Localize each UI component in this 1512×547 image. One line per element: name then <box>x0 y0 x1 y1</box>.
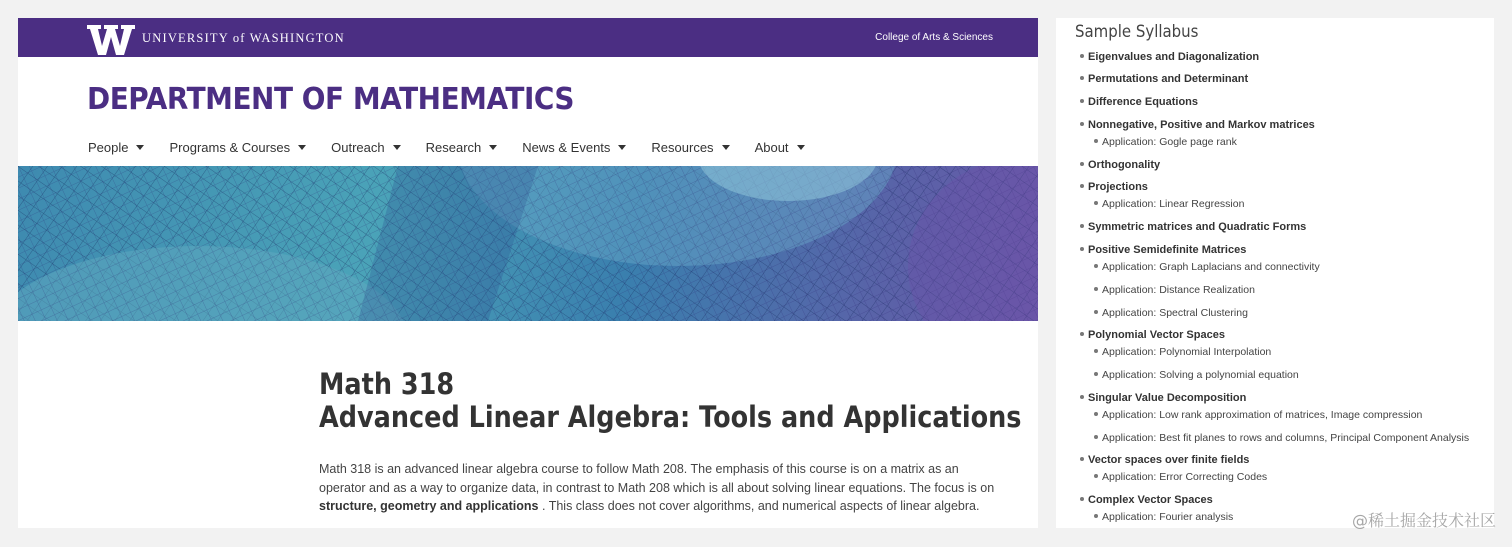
application-label: Application: Graph Laplacians and connectivity <box>1102 261 1320 273</box>
syllabus-application <box>1094 307 1248 319</box>
topic-label: Vector spaces over finite fields <box>1088 454 1250 466</box>
syllabus-application <box>1094 346 1271 358</box>
course-title: Advanced Linear Algebra: Tools and Applications <box>319 400 1022 434</box>
bullet-icon <box>1080 99 1084 103</box>
nav-label: Research <box>425 140 482 155</box>
syllabus-topic <box>1080 73 1248 85</box>
description-text-1: Math 318 is an advanced linear algebra course to follow Math 208. The emphasis of this course is on a matrix as an operator and as a way to organize data, in contrast to Math 208 which is all about solving linear equations. The focus is on <box>319 462 995 495</box>
course-heading <box>319 368 1021 434</box>
bullet-icon <box>1094 412 1098 416</box>
description-bold-text: structure, geometry and applications <box>319 499 539 513</box>
bullet-icon <box>1094 201 1098 205</box>
nav-label: About <box>754 140 789 155</box>
topic-label: Difference Equations <box>1088 96 1199 108</box>
application-label: Application: Gogle page rank <box>1102 136 1237 148</box>
syllabus-application <box>1094 284 1255 296</box>
hero-banner-image <box>18 166 1038 321</box>
nav-label: Programs & Courses <box>169 140 291 155</box>
department-page <box>18 18 1038 528</box>
department-title[interactable]: DEPARTMENT OF MATHEMATICS <box>87 82 575 117</box>
syllabus-topic <box>1080 51 1259 63</box>
syllabus-application <box>1094 261 1320 273</box>
caret-down-icon <box>797 145 805 150</box>
syllabus-topic <box>1080 96 1198 108</box>
syllabus-application <box>1094 511 1233 523</box>
bullet-icon <box>1080 54 1084 58</box>
syllabus-title: Sample Syllabus <box>1075 22 1199 42</box>
topic-label: Nonnegative, Positive and Markov matrices <box>1088 119 1315 131</box>
caret-down-icon <box>489 145 497 150</box>
syllabus-topic <box>1080 454 1249 466</box>
caret-down-icon <box>298 145 306 150</box>
nav-about[interactable] <box>755 140 805 155</box>
topic-label: Positive Semidefinite Matrices <box>1088 244 1247 256</box>
application-label: Application: Linear Regression <box>1102 198 1245 210</box>
bullet-icon <box>1080 247 1084 251</box>
bullet-icon <box>1080 332 1084 336</box>
nav-label: Outreach <box>331 140 385 155</box>
syllabus-application <box>1094 432 1469 444</box>
nav-label: People <box>88 140 129 155</box>
caret-down-icon <box>393 145 401 150</box>
bullet-icon <box>1080 395 1084 399</box>
bullet-icon <box>1094 514 1098 518</box>
syllabus-topic <box>1080 244 1246 256</box>
application-label: Application: Distance Realization <box>1102 284 1255 296</box>
bullet-icon <box>1094 372 1098 376</box>
college-link[interactable]: College of Arts & Sciences <box>875 32 993 43</box>
syllabus-topic <box>1080 494 1213 506</box>
bullet-icon <box>1080 497 1084 501</box>
application-label: Application: Solving a polynomial equation <box>1102 369 1299 381</box>
uw-logo-icon[interactable] <box>87 24 135 56</box>
application-label: Application: Best fit planes to rows and columns, Principal Component Analysis <box>1102 432 1470 444</box>
nav-resources[interactable] <box>651 140 729 155</box>
syllabus-application <box>1094 136 1237 148</box>
syllabus-panel <box>1056 18 1494 528</box>
nav-people[interactable] <box>88 140 144 155</box>
bullet-icon <box>1094 264 1098 268</box>
topic-label: Singular Value Decomposition <box>1088 392 1247 404</box>
course-code: Math 318 <box>319 367 455 401</box>
bullet-icon <box>1094 349 1098 353</box>
topic-label: Symmetric matrices and Quadratic Forms <box>1088 221 1307 233</box>
syllabus-application <box>1094 409 1422 421</box>
application-label: Application: Low rank approximation of matrices, Image compression <box>1102 409 1423 421</box>
syllabus-topic <box>1080 159 1160 171</box>
topic-label: Orthogonality <box>1088 159 1161 171</box>
syllabus-topic <box>1080 329 1225 341</box>
topic-label: Permutations and Determinant <box>1088 73 1249 85</box>
bullet-icon <box>1094 310 1098 314</box>
bullet-icon <box>1080 457 1084 461</box>
syllabus-topic <box>1080 392 1246 404</box>
course-description <box>319 460 999 516</box>
bullet-icon <box>1080 76 1084 80</box>
mesh-pattern-graphic <box>18 166 1038 321</box>
application-label: Application: Spectral Clustering <box>1102 307 1248 319</box>
syllabus-topic <box>1080 181 1148 193</box>
description-text-2: . This class does not cover algorithms, and numerical aspects of linear algebra. <box>541 499 980 513</box>
nav-label: Resources <box>651 140 714 155</box>
syllabus-topic <box>1080 119 1315 131</box>
nav-label: News & Events <box>522 140 611 155</box>
bullet-icon <box>1094 287 1098 291</box>
application-label: Application: Polynomial Interpolation <box>1102 346 1272 358</box>
syllabus-application <box>1094 471 1267 483</box>
topic-label: Polynomial Vector Spaces <box>1088 329 1225 341</box>
bullet-icon <box>1080 162 1084 166</box>
application-label: Application: Fourier analysis <box>1102 511 1234 523</box>
main-nav <box>88 140 830 155</box>
bullet-icon <box>1080 224 1084 228</box>
syllabus-topic <box>1080 221 1306 233</box>
topic-label: Eigenvalues and Diagonalization <box>1088 51 1260 63</box>
nav-outreach[interactable] <box>331 140 400 155</box>
university-name[interactable]: UNIVERSITY of WASHINGTON <box>142 31 345 45</box>
caret-down-icon <box>618 145 626 150</box>
watermark: @稀土掘金技术社区 <box>1351 511 1496 530</box>
caret-down-icon <box>136 145 144 150</box>
university-top-bar <box>18 18 1038 57</box>
topic-label: Projections <box>1088 181 1148 193</box>
bullet-icon <box>1094 139 1098 143</box>
syllabus-application <box>1094 369 1299 381</box>
topic-label: Complex Vector Spaces <box>1088 494 1213 506</box>
application-label: Application: Error Correcting Codes <box>1102 471 1268 483</box>
bullet-icon <box>1094 474 1098 478</box>
syllabus-application <box>1094 198 1244 210</box>
nav-research[interactable] <box>426 140 498 155</box>
bullet-icon <box>1094 435 1098 439</box>
caret-down-icon <box>722 145 730 150</box>
nav-programs-courses[interactable] <box>169 140 306 155</box>
nav-news-events[interactable] <box>522 140 626 155</box>
bullet-icon <box>1080 184 1084 188</box>
bullet-icon <box>1080 122 1084 126</box>
